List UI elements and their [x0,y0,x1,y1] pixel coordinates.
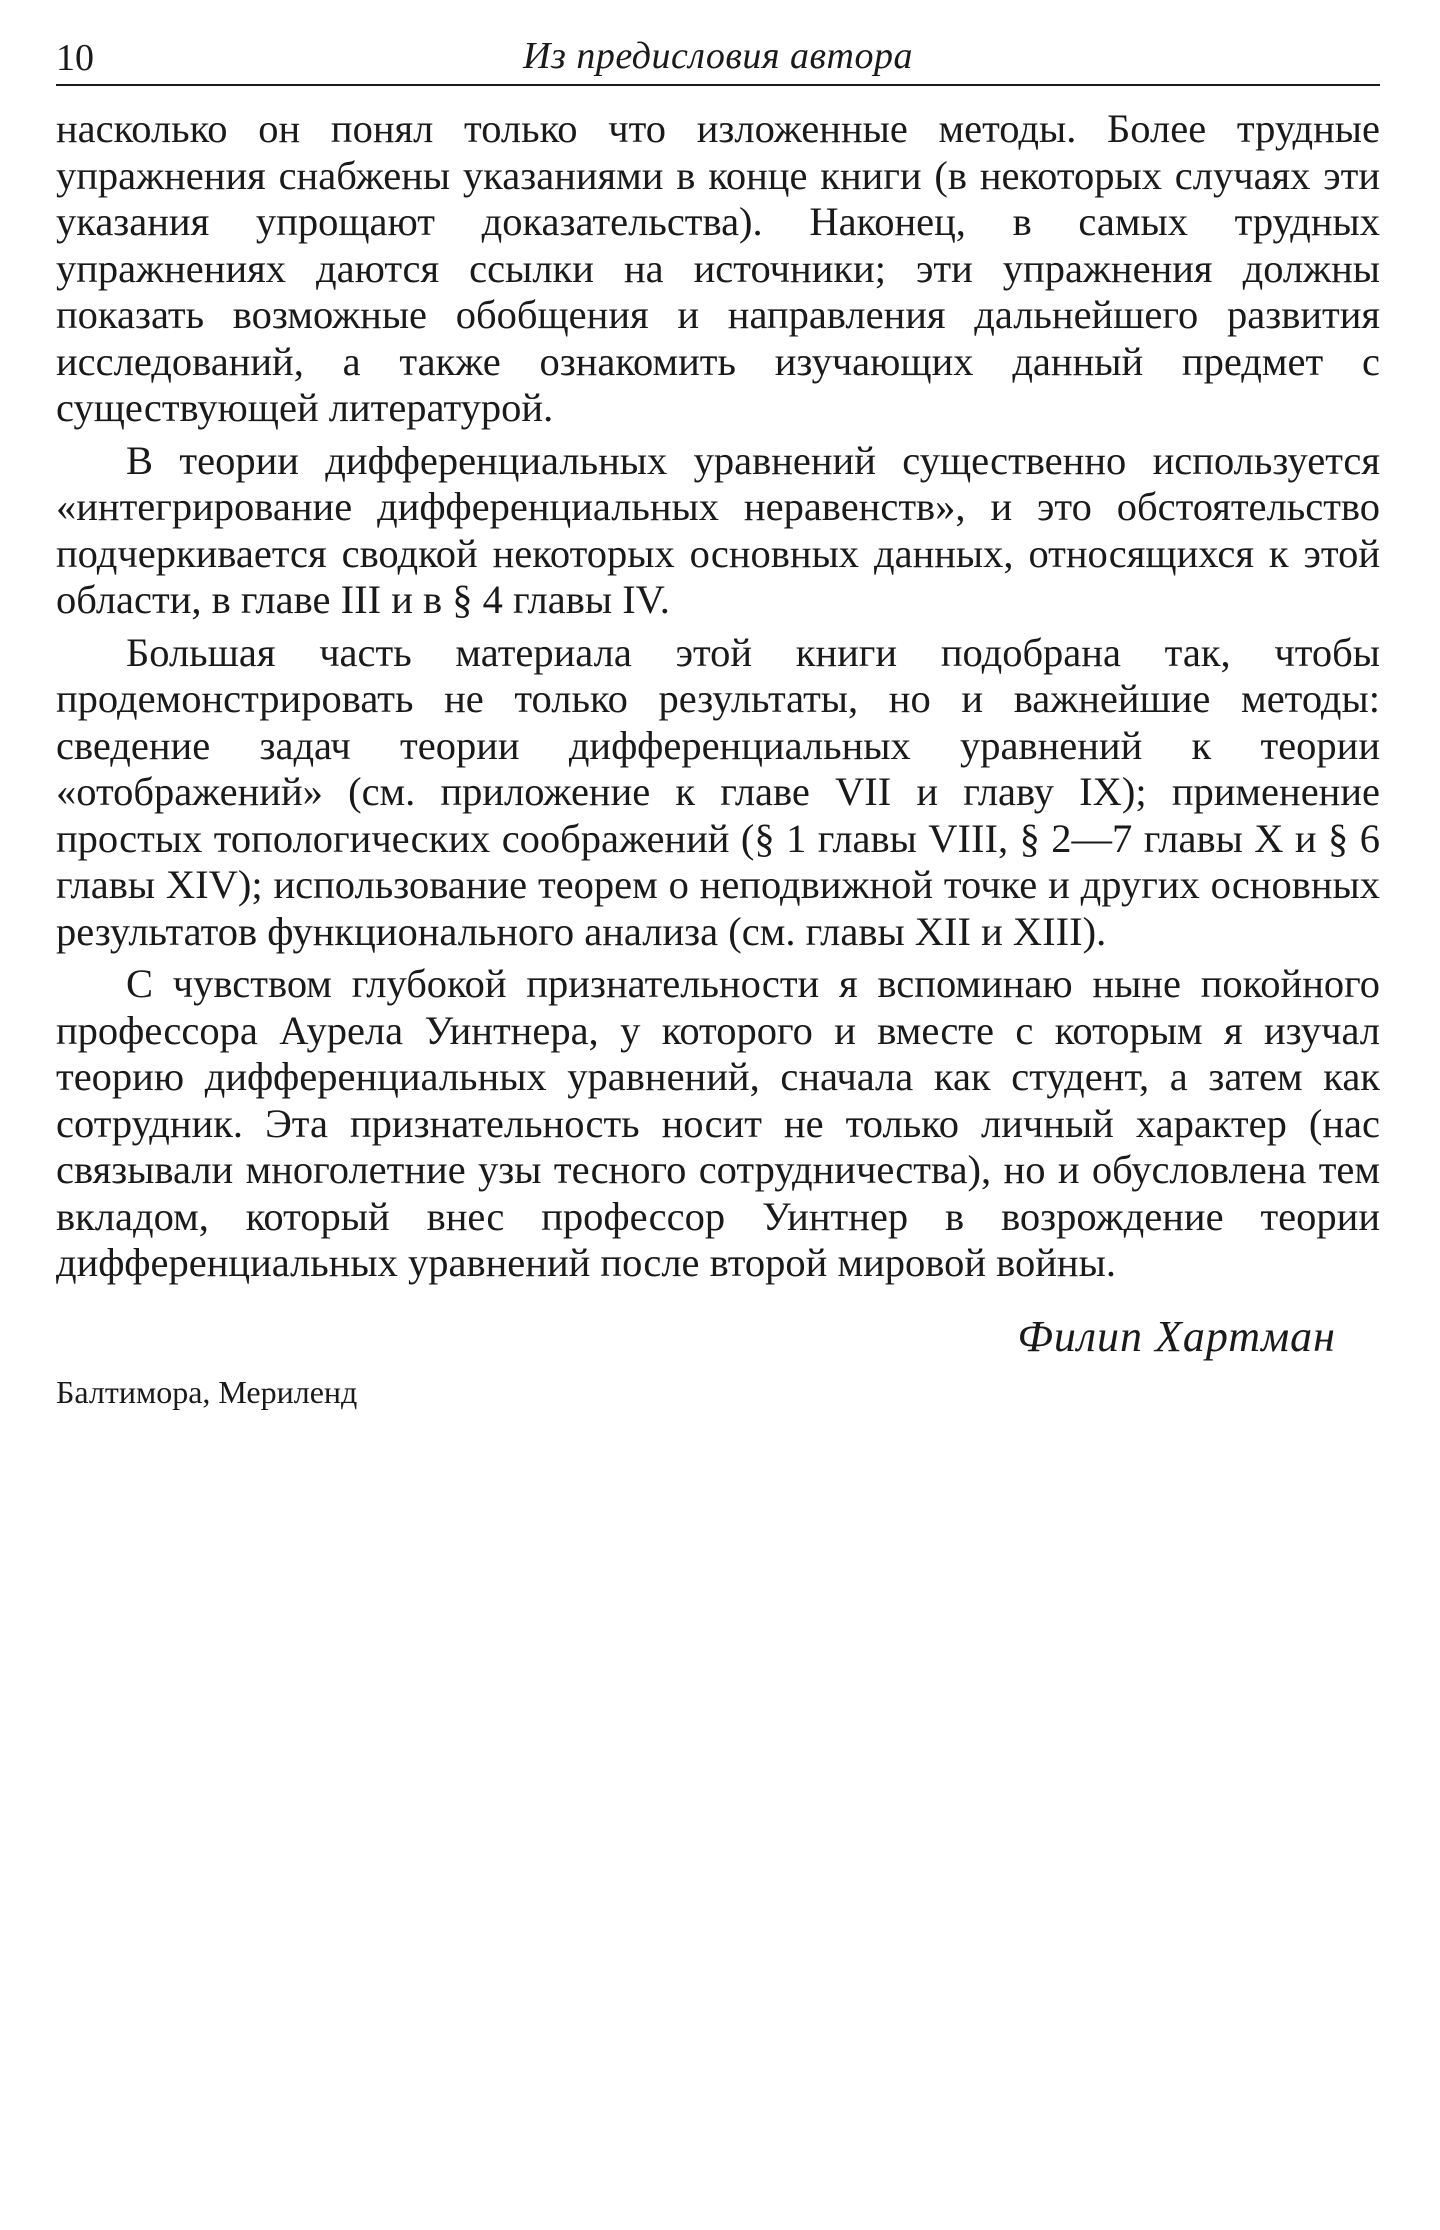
place-line: Балтимора, Мериленд [56,1374,358,1410]
page-number: 10 [56,37,94,79]
running-head [56,30,1380,86]
paragraph-continuation: насколько он понял только что изложенные методы. Более трудные упражнения снабжены указаниями в конце книги (в некоторых случаях эти указания упрощают доказательства). Наконец, в самых трудных упражнениях даются ссылки на источники; эти упражнения должны показать возможные обобщения и направления дальнейшего развития исследований, а также ознакомить изучающих данный предмет с существующей литературой. [56,106,1380,430]
running-title: Из предисловия автора [523,35,913,77]
body-text [56,106,1380,1293]
paragraph-methods: Большая часть материала этой книги подобрана так, чтобы продемонстрировать не только результаты, но и важнейшие методы: сведение задач теории дифференциальных уравнений к теории «отображений» (см. приложение к главе VII и главу IX); применение простых топологических соображений (§ 1 главы VIII, § 2—7 главы X и § 6 главы XIV); использование теорем о неподвижной точке и других основных результатов функционального анализа (см. главы XII и XIII). [56,629,1380,954]
paragraph-acknowledgement: С чувством глубокой признательности я вспоминаю ныне покойного профессора Аурела Уинтнера, у которого и вместе с которым я изучал теорию дифференциальных уравнений, сначала как студент, а затем как сотрудник. Эта признательность носит не только личный характер (нас связывали многолетние узы тесного сотрудничества), но и обусловлена тем вкладом, который внес профессор Уинтнер в возрождение теории дифференциальных уравнений после второй мировой войны. [56,961,1380,1285]
author-signature: Филип Хартман [1017,1312,1336,1361]
paragraph-differential-inequalities: В теории дифференциальных уравнений существенно используется «интегрирование дифференциальных неравенств», и это обстоятельство подчеркивается сводкой некоторых основных данных, относящихся к этой области, в главе III и в § 4 главы IV. [56,437,1380,622]
